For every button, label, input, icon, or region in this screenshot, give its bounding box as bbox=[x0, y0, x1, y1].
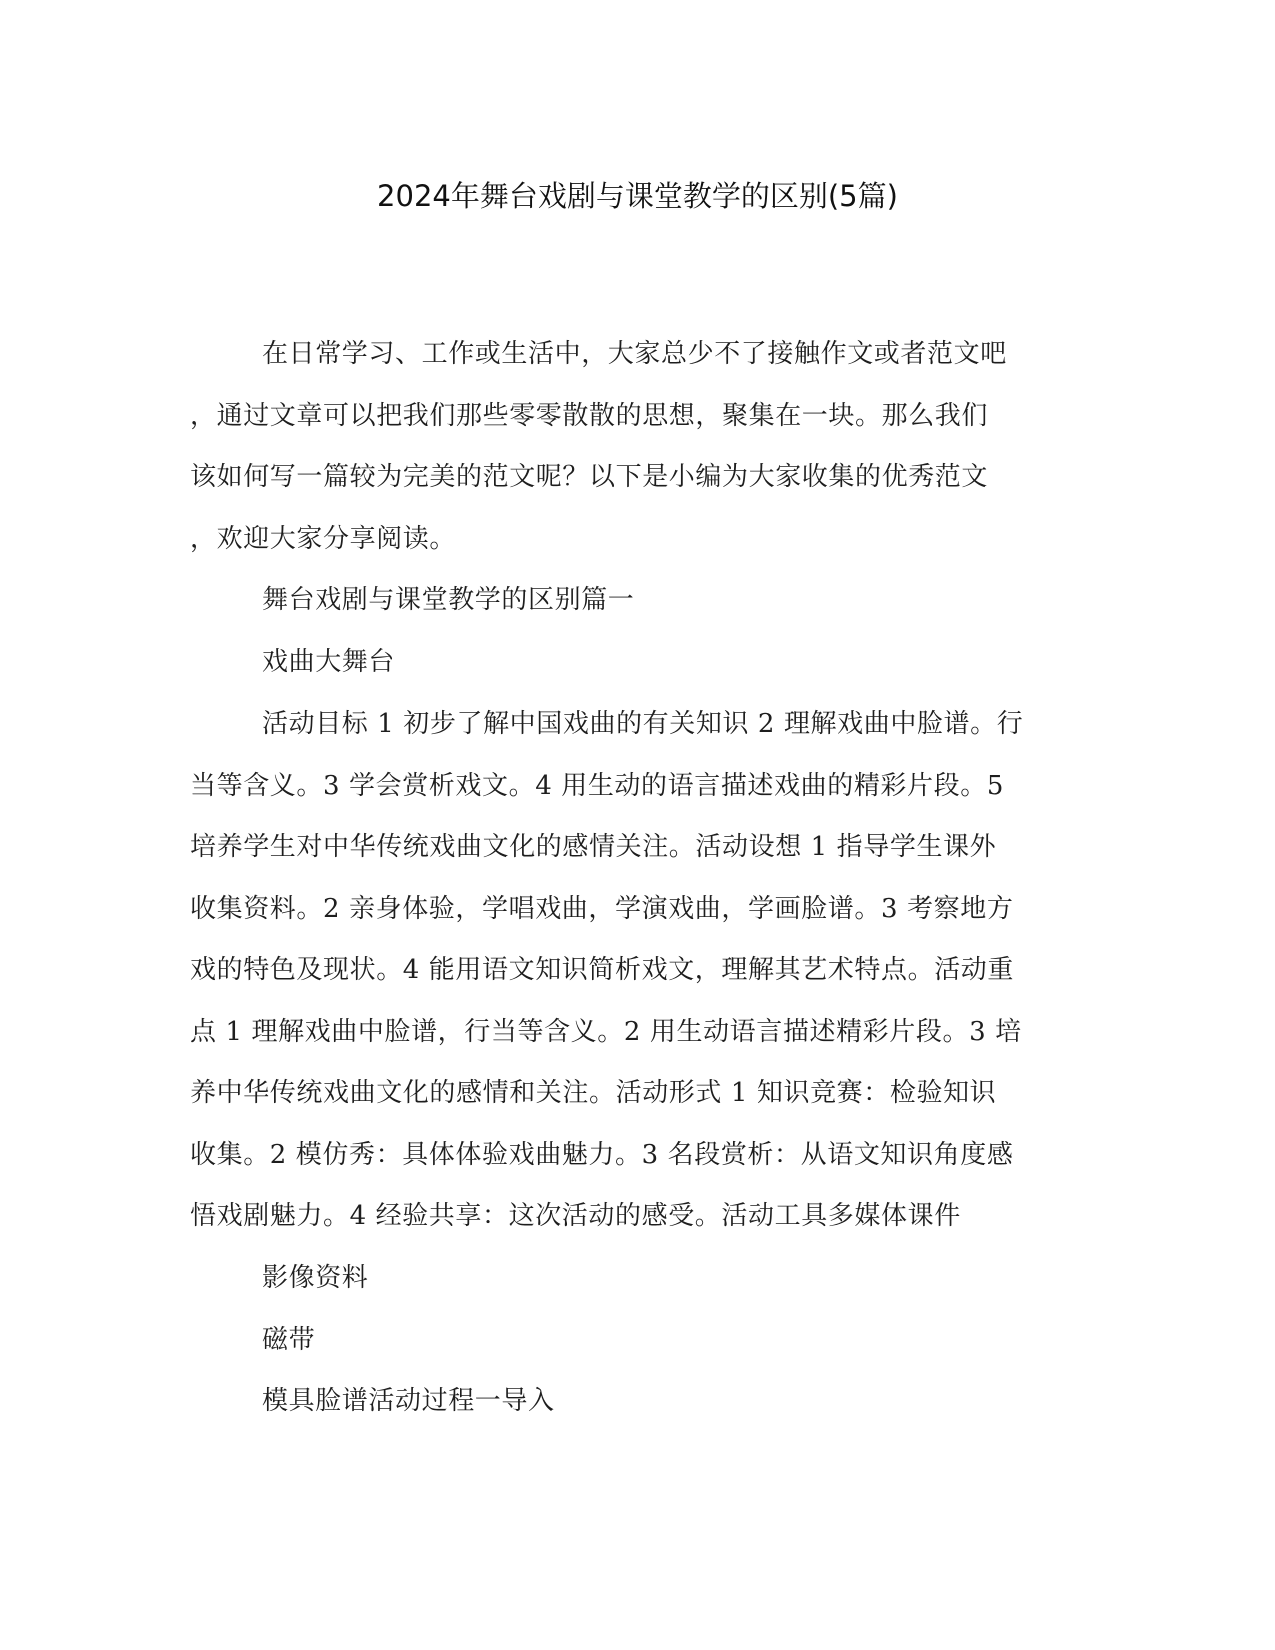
intro-line: ，通过文章可以把我们那些零零散散的思想，聚集在一块。那么我们 bbox=[190, 400, 989, 431]
body-line: 活动目标 1 初步了解中国戏曲的有关知识 2 理解戏曲中脸谱。行 bbox=[262, 709, 1024, 739]
list-item: 磁带 bbox=[262, 1325, 316, 1355]
body-line: 养中华传统戏曲文化的感情和关注。活动形式 1 知识竞赛：检验知识 bbox=[190, 1078, 997, 1108]
section-heading: 舞台戏剧与课堂教学的区别篇一 bbox=[262, 585, 635, 615]
list-item: 影像资料 bbox=[262, 1263, 369, 1293]
body-line: 当等含义。3 学会赏析戏文。4 用生动的语言描述戏曲的精彩片段。5 bbox=[190, 770, 1004, 801]
intro-line: 在日常学习、工作或生活中，大家总少不了接触作文或者范文吧 bbox=[262, 339, 1007, 369]
list-item: 模具脸谱活动过程一导入 bbox=[262, 1386, 555, 1416]
body-line: 收集。2 模仿秀：具体体验戏曲魅力。3 名段赏析：从语文知识角度感 bbox=[190, 1139, 1014, 1170]
body-line: 悟戏剧魅力。4 经验共享：这次活动的感受。活动工具多媒体课件 bbox=[190, 1201, 961, 1231]
intro-line: ，欢迎大家分享阅读。 bbox=[190, 523, 457, 554]
document-title: 2024年舞台戏剧与课堂教学的区别(5篇) bbox=[377, 179, 898, 213]
body-line: 收集资料。2 亲身体验，学唱戏曲，学演戏曲，学画脸谱。3 考察地方 bbox=[190, 893, 1014, 924]
body-line: 戏的特色及现状。4 能用语文知识简析戏文，理解其艺术特点。活动重 bbox=[190, 955, 1015, 985]
subheading: 戏曲大舞台 bbox=[262, 647, 396, 677]
intro-line: 该如何写一篇较为完美的范文呢？以下是小编为大家收集的优秀范文 bbox=[190, 462, 989, 492]
body-paragraph bbox=[190, 694, 1090, 1248]
body-line: 培养学生对中华传统戏曲文化的感情关注。活动设想 1 指导学生课外 bbox=[190, 832, 997, 862]
body-line: 点 1 理解戏曲中脸谱，行当等含义。2 用生动语言描述精彩片段。3 培 bbox=[190, 1016, 1022, 1047]
intro-paragraph bbox=[190, 324, 1090, 570]
